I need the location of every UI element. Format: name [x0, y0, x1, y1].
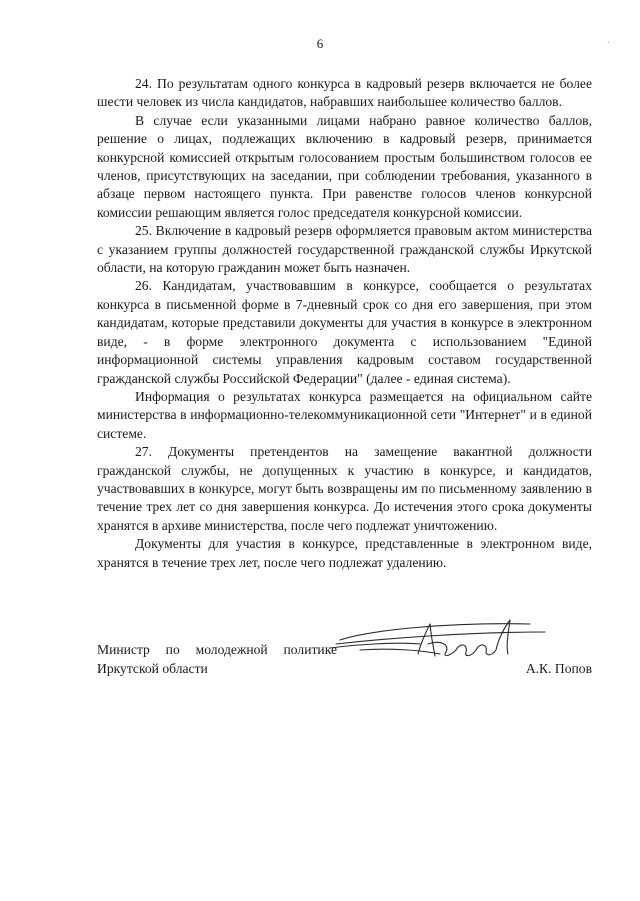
corner-mark: · — [606, 38, 610, 49]
paragraph-25: 25. Включение в кадровый резерв оформляется правовым актом министерства с указанием группы должностей государственной гражданской службы Иркутской области, на которую гражданин может быть назначен. — [97, 223, 592, 276]
paragraph-27-electronic: Документы для участия в конкурсе, представленные в электронном виде, хранятся в течение трех лет, после чего подлежат удалению. — [97, 536, 592, 570]
signer-name: А.К. Попов — [525, 661, 592, 676]
signature-block — [97, 641, 592, 691]
signer-title-line2: Иркутской области — [97, 661, 208, 676]
document-body — [97, 75, 592, 572]
page-number: 6 — [316, 36, 324, 51]
paragraph-24-equal-score: В случае если указанными лицами набрано равное количество баллов, решение о лицах, подлежащих включению в кадровый резерв, принимается конкурсной комиссией открытым голосованием простым большинством голосов ее членов, присутствующих на заседании, при соблюдении требования, указанного в абзаце первом настоящего пункта. При равенстве голосов членов конкурсной комиссии решающим является голос председателя конкурсной комиссии. — [97, 112, 592, 220]
paragraph-26: 26. Кандидатам, участвовавшим в конкурсе, сообщается о результатах конкурса в письменной форме в 7-дневный срок со дня его завершения, при этом кандидатам, которые представили документы для участия в конкурсе в электронном виде, - в форме электронного документа с использованием "Единой информационной системы управления кадровым составом государственной гражданской службы Российской Федерации" (далее - единая система). — [97, 278, 592, 386]
signer-title-line1: Министр по молодежной политике — [97, 642, 337, 657]
paragraph-24: 24. По результатам одного конкурса в кадровый резерв включается не более шести человек из числа кандидатов, набравших наибольшее количество баллов. — [97, 76, 592, 110]
paragraph-27: 27. Документы претендентов на замещение вакантной должности гражданской службы, не допущенных к участию в конкурсе, и кандидатов, участвовавших в конкурсе, могут быть возвращены им по письменному заявлению в течение трех лет со дня завершения конкурса. До истечения этого срока документы хранятся в архиве министерства, после чего подлежат уничтожению. — [97, 444, 592, 533]
paragraph-26-publication: Информация о результатах конкурса размещается на официальном сайте министерства в информационно-телекоммуникационной сети "Интернет" и в единой системе. — [97, 388, 592, 441]
